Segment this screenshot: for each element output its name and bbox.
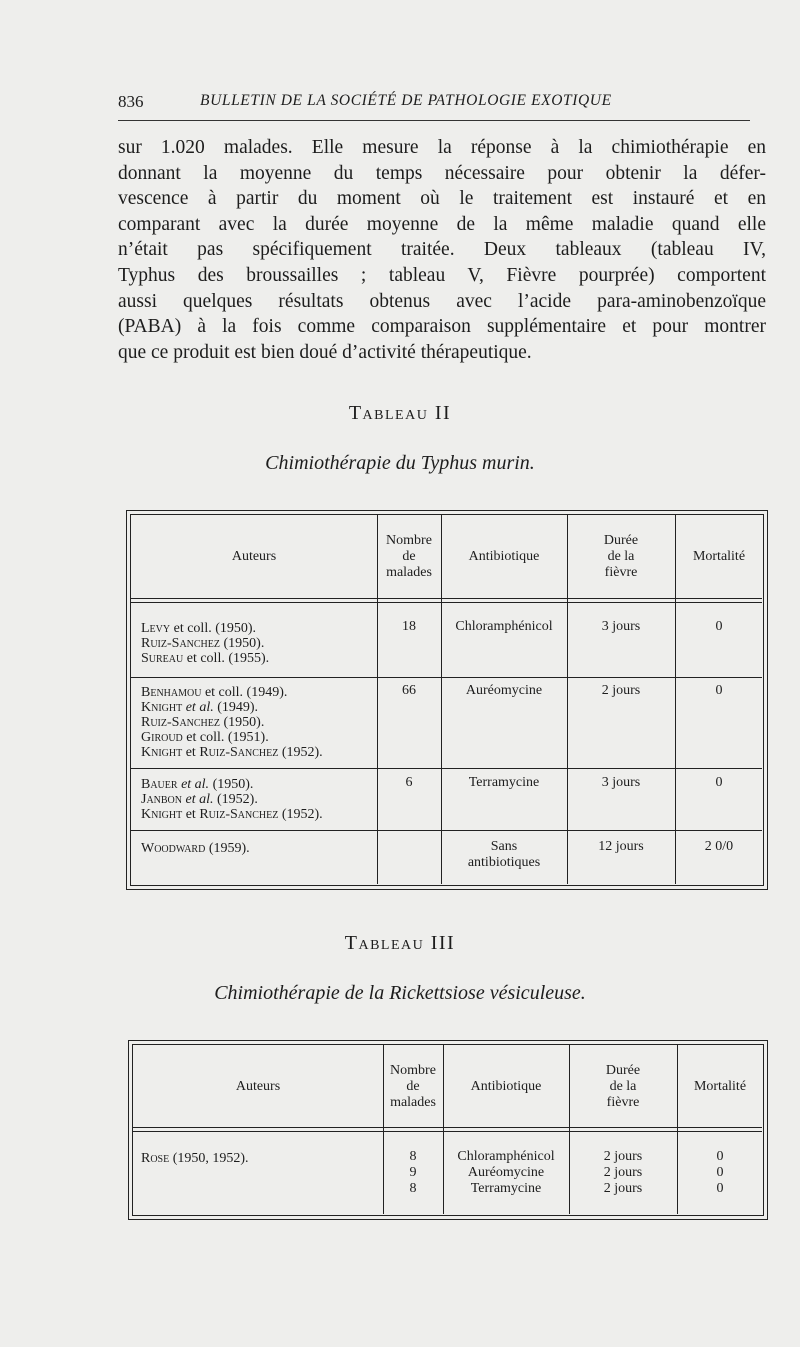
header-count: [377, 533, 441, 581]
antibiotic: [443, 1149, 569, 1197]
count-line: 8: [409, 1181, 417, 1196]
header-antibiotic: Antibiotique: [468, 549, 540, 564]
fever-duration: 3 jours: [601, 619, 641, 634]
mortality: 0: [715, 619, 723, 634]
mortality: 0: [715, 683, 723, 698]
header-duration-line: Durée: [605, 1063, 641, 1078]
fever-duration: 3 jours: [601, 775, 641, 790]
header-count-line: de: [406, 1079, 420, 1094]
table-2-row-rule: [130, 768, 762, 769]
antibiotic-line: Sans: [490, 839, 518, 854]
paragraph-line: donnant la moyenne du temps nécessaire pour obtenir la défer-: [118, 162, 766, 184]
author-line: Levy et coll. (1950).: [141, 621, 257, 636]
author-name: Knight: [141, 807, 183, 822]
table-row-authors: [141, 1151, 249, 1166]
table-2-caption: Chimiothérapie du Typhus murin.: [265, 452, 535, 474]
duration-line: 2 jours: [603, 1181, 643, 1196]
table-3-caption: Chimiothérapie de la Rickettsiose vésiculeuse.: [214, 982, 586, 1004]
author-name: Ruiz-Sanchez: [141, 715, 220, 730]
author-line: Woodward (1959).: [141, 841, 250, 856]
mortality: [677, 1149, 763, 1197]
author-line: Knight et Ruiz-Sanchez (1952).: [141, 807, 323, 822]
author-name: Ruiz-Sanchez: [199, 807, 279, 822]
author-name: Ruiz-Sanchez: [199, 745, 279, 760]
header-duration-line: fièvre: [606, 1095, 640, 1110]
author-line: Benhamou et coll. (1949).: [141, 685, 288, 700]
count-line: 8: [409, 1149, 417, 1164]
antibiotic-line: Auréomycine: [467, 1165, 545, 1180]
table-3: [128, 1040, 768, 1220]
header-duration-line: de la: [607, 549, 635, 564]
header-count-line: malades: [386, 565, 432, 580]
antibiotic-line: antibiotiques: [467, 855, 541, 870]
mortality-line: 0: [716, 1149, 724, 1164]
table-row-authors: [141, 685, 323, 760]
author-name: Benhamou: [141, 685, 202, 700]
fever-duration: 2 jours: [601, 683, 641, 698]
header-authors: Auteurs: [231, 549, 277, 564]
table-2-header-rule: [130, 598, 762, 599]
author-line: Giroud et coll. (1951).: [141, 730, 269, 745]
table-2-title: Tableau II: [348, 402, 452, 424]
table-row-authors: [141, 621, 269, 666]
header-count: [383, 1063, 443, 1111]
page-number: 836: [118, 92, 144, 111]
paragraph-line: aussi quelques résultats obtenus avec l’acide para-aminobenzoïque: [118, 290, 766, 312]
antibiotic: Auréomycine: [465, 683, 543, 698]
antibiotic: Terramycine: [468, 775, 540, 790]
header-count-line: Nombre: [390, 1063, 436, 1078]
duration-line: 2 jours: [603, 1165, 643, 1180]
table-2-row-rule: [130, 830, 762, 831]
table-2-header-rule: [130, 602, 762, 603]
antibiotic: [441, 839, 567, 871]
running-title: BULLETIN DE LA SOCIÉTÉ DE PATHOLOGIE EXOTIQUE: [200, 92, 612, 109]
author-name: Giroud: [141, 730, 183, 745]
author-name: Woodward: [141, 841, 206, 856]
header-duration-line: Durée: [603, 533, 639, 548]
table-2: [126, 510, 768, 890]
table-3-header-rule: [132, 1131, 762, 1132]
table-3-header-rule: [132, 1127, 762, 1128]
antibiotic-line: Chloramphénicol: [457, 1149, 555, 1164]
table-3-title: Tableau III: [344, 932, 456, 954]
header-mortality: Mortalité: [693, 1079, 747, 1094]
author-name: Levy: [141, 621, 171, 636]
table-row-authors: [141, 777, 323, 822]
author-line: Ruiz-Sanchez (1950).: [141, 636, 265, 651]
header-duration: [569, 1063, 677, 1111]
header-antibiotic: Antibiotique: [470, 1079, 542, 1094]
page-header: [118, 92, 748, 118]
author-name: Rose: [141, 1151, 170, 1166]
patient-count: 66: [402, 683, 416, 698]
author-line: Knight et al. (1949).: [141, 700, 259, 715]
header-authors: Auteurs: [235, 1079, 281, 1094]
patient-count: 18: [402, 619, 416, 634]
mortality: 0: [715, 775, 723, 790]
duration-line: 2 jours: [603, 1149, 643, 1164]
count-line: 9: [409, 1165, 417, 1180]
paragraph-line: Typhus des broussailles ; tableau V, Fièvre pourprée) comportent: [118, 264, 766, 286]
fever-duration: 12 jours: [598, 839, 644, 854]
mortality-line: 0: [716, 1165, 724, 1180]
header-duration: [567, 533, 675, 581]
paragraph-line: que ce produit est bien doué d’activité thérapeutique.: [118, 341, 532, 363]
header-duration-line: de la: [609, 1079, 637, 1094]
table-2-row-rule: [130, 677, 762, 678]
paragraph-line: n’était pas spécifiquement traitée. Deux tableaux (tableau IV,: [118, 239, 766, 261]
author-line: Sureau et coll. (1955).: [141, 651, 270, 666]
fever-duration: [569, 1149, 677, 1197]
mortality: 2 0/0: [704, 839, 734, 854]
paragraph-line: sur 1.020 malades. Elle mesure la réponse à la chimiothérapie en: [118, 137, 766, 158]
table-2-column-divider: [675, 514, 676, 884]
patient-count: [383, 1149, 443, 1197]
author-line: Knight et Ruiz-Sanchez (1952).: [141, 745, 323, 760]
paragraph-line: comparant avec la durée moyenne de la même maladie quand elle: [118, 213, 766, 235]
paragraph-line: (PABA) à la fois comme comparaison supplémentaire et pour montrer: [118, 316, 766, 338]
header-count-line: malades: [390, 1095, 436, 1110]
author-name: Knight: [141, 700, 183, 715]
header-mortality: Mortalité: [692, 549, 746, 564]
header-count-line: Nombre: [386, 533, 432, 548]
table-row-authors: [141, 841, 250, 856]
author-name: Ruiz-Sanchez: [141, 636, 220, 651]
antibiotic: Chloramphénicol: [455, 619, 553, 634]
author-line: Ruiz-Sanchez (1950).: [141, 715, 265, 730]
body-paragraph: [118, 135, 766, 365]
author-line: Rose (1950, 1952).: [141, 1151, 249, 1166]
author-name: Janbon: [141, 792, 183, 807]
author-line: Bauer et al. (1950).: [141, 777, 254, 792]
table-2-column-divider: [441, 514, 442, 884]
author-line: Janbon et al. (1952).: [141, 792, 258, 807]
mortality-line: 0: [716, 1181, 724, 1196]
header-rule: [118, 120, 750, 121]
author-name: Bauer: [141, 777, 178, 792]
header-duration-line: fièvre: [604, 565, 638, 580]
author-name: Knight: [141, 745, 183, 760]
paragraph-line: vescence à partir du moment où le traitement est instauré et en: [118, 188, 766, 210]
patient-count: 6: [405, 775, 413, 790]
antibiotic-line: Terramycine: [470, 1181, 542, 1196]
author-name: Sureau: [141, 651, 184, 666]
header-count-line: de: [402, 549, 416, 564]
